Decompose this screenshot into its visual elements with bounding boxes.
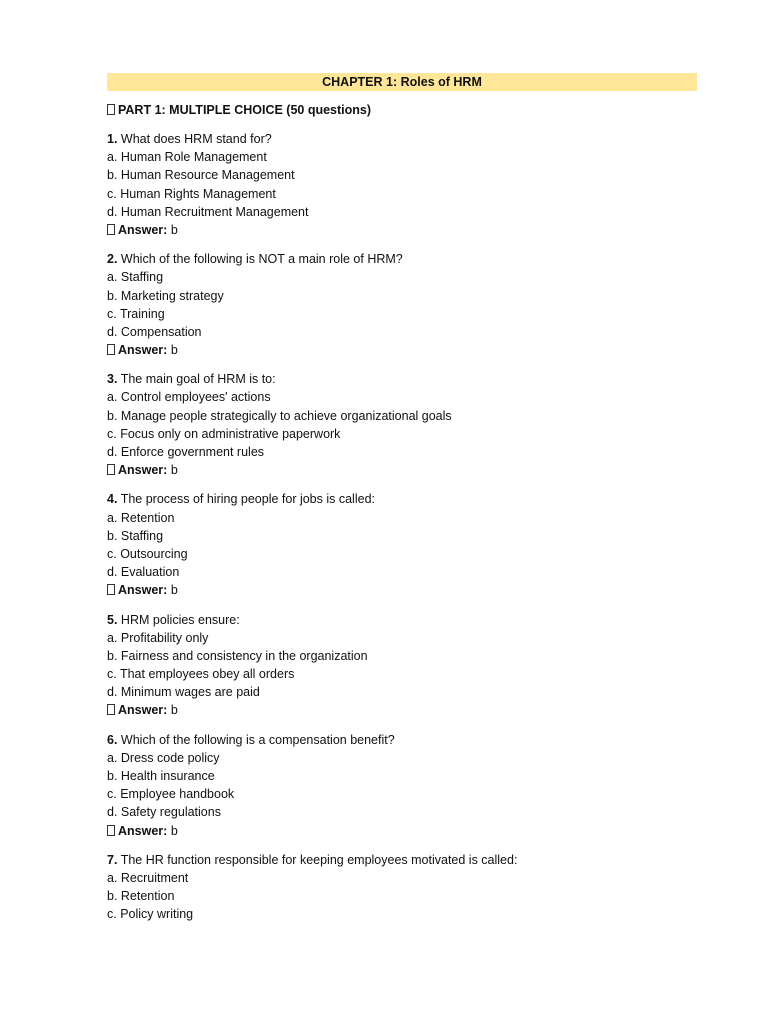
answer-label: Answer: (118, 583, 168, 598)
question-number: 2. (107, 252, 118, 267)
answer-option: b. Human Resource Management (107, 168, 295, 183)
checkbox-glyph-icon (107, 825, 115, 836)
answer-option: d. Minimum wages are paid (107, 685, 260, 700)
answer-option: d. Evaluation (107, 565, 180, 580)
answer-option: b. Health insurance (107, 769, 215, 783)
answer-value: b (170, 343, 178, 358)
answer-line (107, 341, 697, 359)
answer-label: Answer: (118, 703, 168, 718)
question-text: The HR function responsible for keeping employees motivated is called: (120, 852, 518, 867)
question-item (107, 490, 697, 599)
answer-value: b (170, 583, 178, 598)
answer-value: b (170, 463, 178, 478)
answer-option: a. Human Role Management (107, 150, 267, 165)
answer-option: b. Fairness and consistency in the organization (107, 648, 368, 663)
question-text-line (107, 611, 697, 629)
answer-label: Answer: (118, 222, 168, 237)
answer-value: b (170, 703, 178, 718)
question-number: 6. (107, 732, 118, 747)
answer-option: c. That employees obey all orders (107, 667, 295, 682)
answer-value: b (170, 222, 178, 237)
answer-option: a. Control employees' actions (107, 390, 271, 405)
answer-line (107, 581, 697, 599)
answer-option: d. Human Recruitment Management (107, 204, 309, 219)
question-text-line (107, 731, 697, 749)
answer-option: c. Outsourcing (107, 546, 188, 561)
question-number: 1. (107, 132, 118, 146)
question-text: Which of the following is NOT a main role of HRM? (120, 252, 403, 267)
answer-option: b. Staffing (107, 528, 164, 543)
answer-option: d. Safety regulations (107, 805, 221, 820)
question-item (107, 851, 697, 924)
checkbox-glyph-icon (107, 584, 115, 595)
answer-option: c. Training (107, 306, 165, 321)
question-item (107, 611, 697, 720)
part-heading (107, 101, 697, 119)
answer-line (107, 701, 697, 719)
question-text-line (107, 370, 697, 388)
answer-option: b. Manage people strategically to achieve organizational goals (107, 408, 452, 423)
question-number: 3. (107, 372, 118, 387)
question-item (107, 250, 697, 359)
question-number: 7. (107, 852, 118, 867)
answer-option: c. Employee handbook (107, 787, 235, 802)
question-item (107, 731, 697, 840)
answer-label: Answer: (118, 823, 168, 838)
question-text-line (107, 130, 697, 148)
question-number: 5. (107, 612, 118, 627)
chapter-title: CHAPTER 1: Roles of HRM (107, 73, 697, 91)
answer-option: a. Retention (107, 510, 175, 525)
checkbox-glyph-icon (107, 104, 115, 115)
part-heading-text: PART 1: MULTIPLE CHOICE (50 questions) (118, 103, 372, 117)
question-list (107, 130, 697, 924)
answer-option: a. Recruitment (107, 870, 189, 885)
question-text: The main goal of HRM is to: (120, 372, 276, 387)
answer-option: d. Enforce government rules (107, 445, 265, 459)
question-text: HRM policies ensure: (120, 612, 240, 627)
answer-option: a. Profitability only (107, 630, 209, 645)
answer-line (107, 221, 697, 239)
checkbox-glyph-icon (107, 704, 115, 715)
question-item (107, 130, 697, 239)
checkbox-glyph-icon (107, 224, 115, 235)
answer-label: Answer: (118, 343, 168, 358)
question-item (107, 370, 697, 479)
question-text: The process of hiring people for jobs is called: (120, 492, 375, 507)
answer-option: d. Compensation (107, 324, 202, 339)
answer-option: a. Dress code policy (107, 750, 220, 765)
answer-line (107, 461, 697, 479)
answer-line (107, 822, 697, 840)
checkbox-glyph-icon (107, 464, 115, 475)
answer-option: b. Retention (107, 889, 175, 904)
answer-label: Answer: (118, 463, 168, 478)
answer-option: c. Focus only on administrative paperwork (107, 426, 341, 441)
question-text: Which of the following is a compensation benefit? (120, 732, 395, 747)
question-text: What does HRM stand for? (120, 132, 272, 146)
answer-option: c. Human Rights Management (107, 186, 276, 201)
question-text-line (107, 490, 697, 508)
answer-option: a. Staffing (107, 270, 164, 285)
answer-option: b. Marketing strategy (107, 288, 224, 303)
question-number: 4. (107, 492, 118, 507)
question-text-line (107, 851, 697, 869)
answer-value: b (170, 823, 178, 838)
answer-option: c. Policy writing (107, 907, 194, 922)
checkbox-glyph-icon (107, 344, 115, 355)
document-content (107, 73, 697, 924)
question-text-line (107, 250, 697, 268)
